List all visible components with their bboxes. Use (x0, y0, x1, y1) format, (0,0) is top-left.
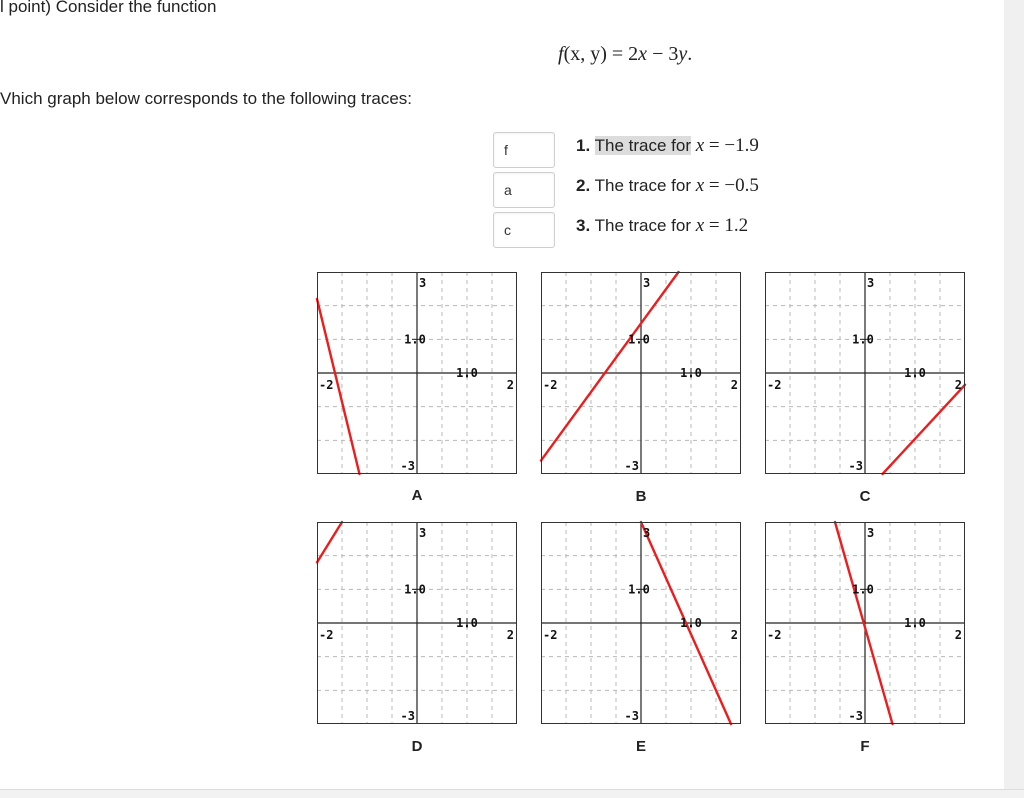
graph-b (541, 272, 741, 474)
tick-label-x-mid: 1.0 (680, 366, 702, 380)
right-scroll-gutter (1004, 0, 1024, 797)
tick-label-top: 3 (867, 526, 875, 540)
tick-label-left: -2 (319, 628, 334, 642)
graph-e (541, 522, 741, 724)
trace-var: x (695, 175, 705, 196)
formula-end: . (687, 43, 693, 65)
tick-label-right: 2 (506, 378, 514, 392)
graph-f (765, 522, 965, 724)
formula-eq: = 2 (606, 43, 639, 65)
graph-label-b: B (635, 488, 647, 505)
graph-label-d: D (411, 738, 423, 755)
formula-y: y (678, 43, 688, 65)
graph-d (317, 522, 517, 724)
tick-label-x-mid: 1.0 (904, 616, 926, 630)
trace-item-1 (576, 135, 759, 157)
tick-label-left: -2 (319, 378, 334, 392)
tick-label-right: 2 (506, 628, 514, 642)
trace-number: 3. (576, 216, 591, 235)
tick-label-y-mid: 1.0 (628, 582, 650, 597)
graph-label-c: C (859, 488, 871, 505)
graph-label-e: E (635, 738, 646, 755)
tick-label-top: 3 (419, 276, 427, 290)
formula-minus: − 3 (647, 43, 679, 65)
tick-label-left: -2 (543, 378, 558, 392)
tick-label-y-mid: 1.0 (404, 332, 426, 347)
answer-input-2[interactable]: a (493, 172, 555, 208)
tick-label-top: 3 (419, 526, 427, 540)
answer-input-3[interactable]: c (493, 212, 555, 248)
tick-label-top: 3 (643, 276, 651, 290)
answer-input-1[interactable]: f (493, 132, 555, 168)
formula-args: (x, y) (563, 43, 607, 65)
tick-label-bottom: -3 (400, 459, 415, 473)
tick-label-right: 2 (954, 628, 962, 642)
formula-x: x (638, 43, 648, 65)
tick-label-left: -2 (543, 628, 558, 642)
trace-value: = −1.9 (704, 135, 759, 156)
tick-label-y-mid: 1.0 (852, 582, 874, 597)
trace-value: = 1.2 (704, 215, 749, 236)
trace-value: = −0.5 (704, 175, 759, 196)
trace-number: 1. (576, 136, 591, 155)
trace-var: x (695, 215, 705, 236)
function-formula (558, 43, 692, 66)
tick-label-left: -2 (767, 628, 782, 642)
trace-line (541, 272, 679, 461)
tick-label-bottom: -3 (848, 709, 863, 723)
trace-text: The trace for (594, 176, 691, 195)
tick-label-x-mid: 1.0 (680, 616, 702, 630)
trace-item-2 (576, 175, 759, 197)
graph-a (317, 272, 517, 474)
trace-var: x (695, 135, 705, 156)
tick-label-x-mid: 1.0 (456, 616, 478, 630)
tick-label-top: 3 (867, 276, 875, 290)
graph-label-a: A (411, 487, 423, 504)
tick-label-x-mid: 1.0 (456, 366, 478, 380)
problem-intro: l point) Consider the function (0, 0, 217, 16)
tick-label-bottom: -3 (624, 709, 639, 723)
trace-line (317, 522, 342, 562)
tick-label-top: 3 (643, 526, 651, 540)
graph-c (765, 272, 965, 474)
tick-label-right: 2 (730, 628, 738, 642)
tick-label-y-mid: 1.0 (404, 582, 426, 597)
trace-line (883, 385, 966, 474)
tick-label-bottom: -3 (848, 459, 863, 473)
trace-text: The trace for (594, 136, 691, 155)
tick-label-x-mid: 1.0 (904, 366, 926, 380)
tick-label-left: -2 (767, 378, 782, 392)
tick-label-y-mid: 1.0 (852, 332, 874, 347)
tick-label-y-mid: 1.0 (628, 332, 650, 347)
tick-label-bottom: -3 (400, 709, 415, 723)
tick-label-right: 2 (730, 378, 738, 392)
trace-number: 2. (576, 176, 591, 195)
tick-label-bottom: -3 (624, 459, 639, 473)
question-text: Vhich graph below corresponds to the following traces: (0, 89, 413, 108)
formula-f: f (558, 43, 564, 65)
tick-label-right: 2 (954, 378, 962, 392)
trace-item-3 (576, 215, 748, 237)
graph-label-f: F (860, 738, 870, 755)
trace-text: The trace for (594, 216, 691, 235)
